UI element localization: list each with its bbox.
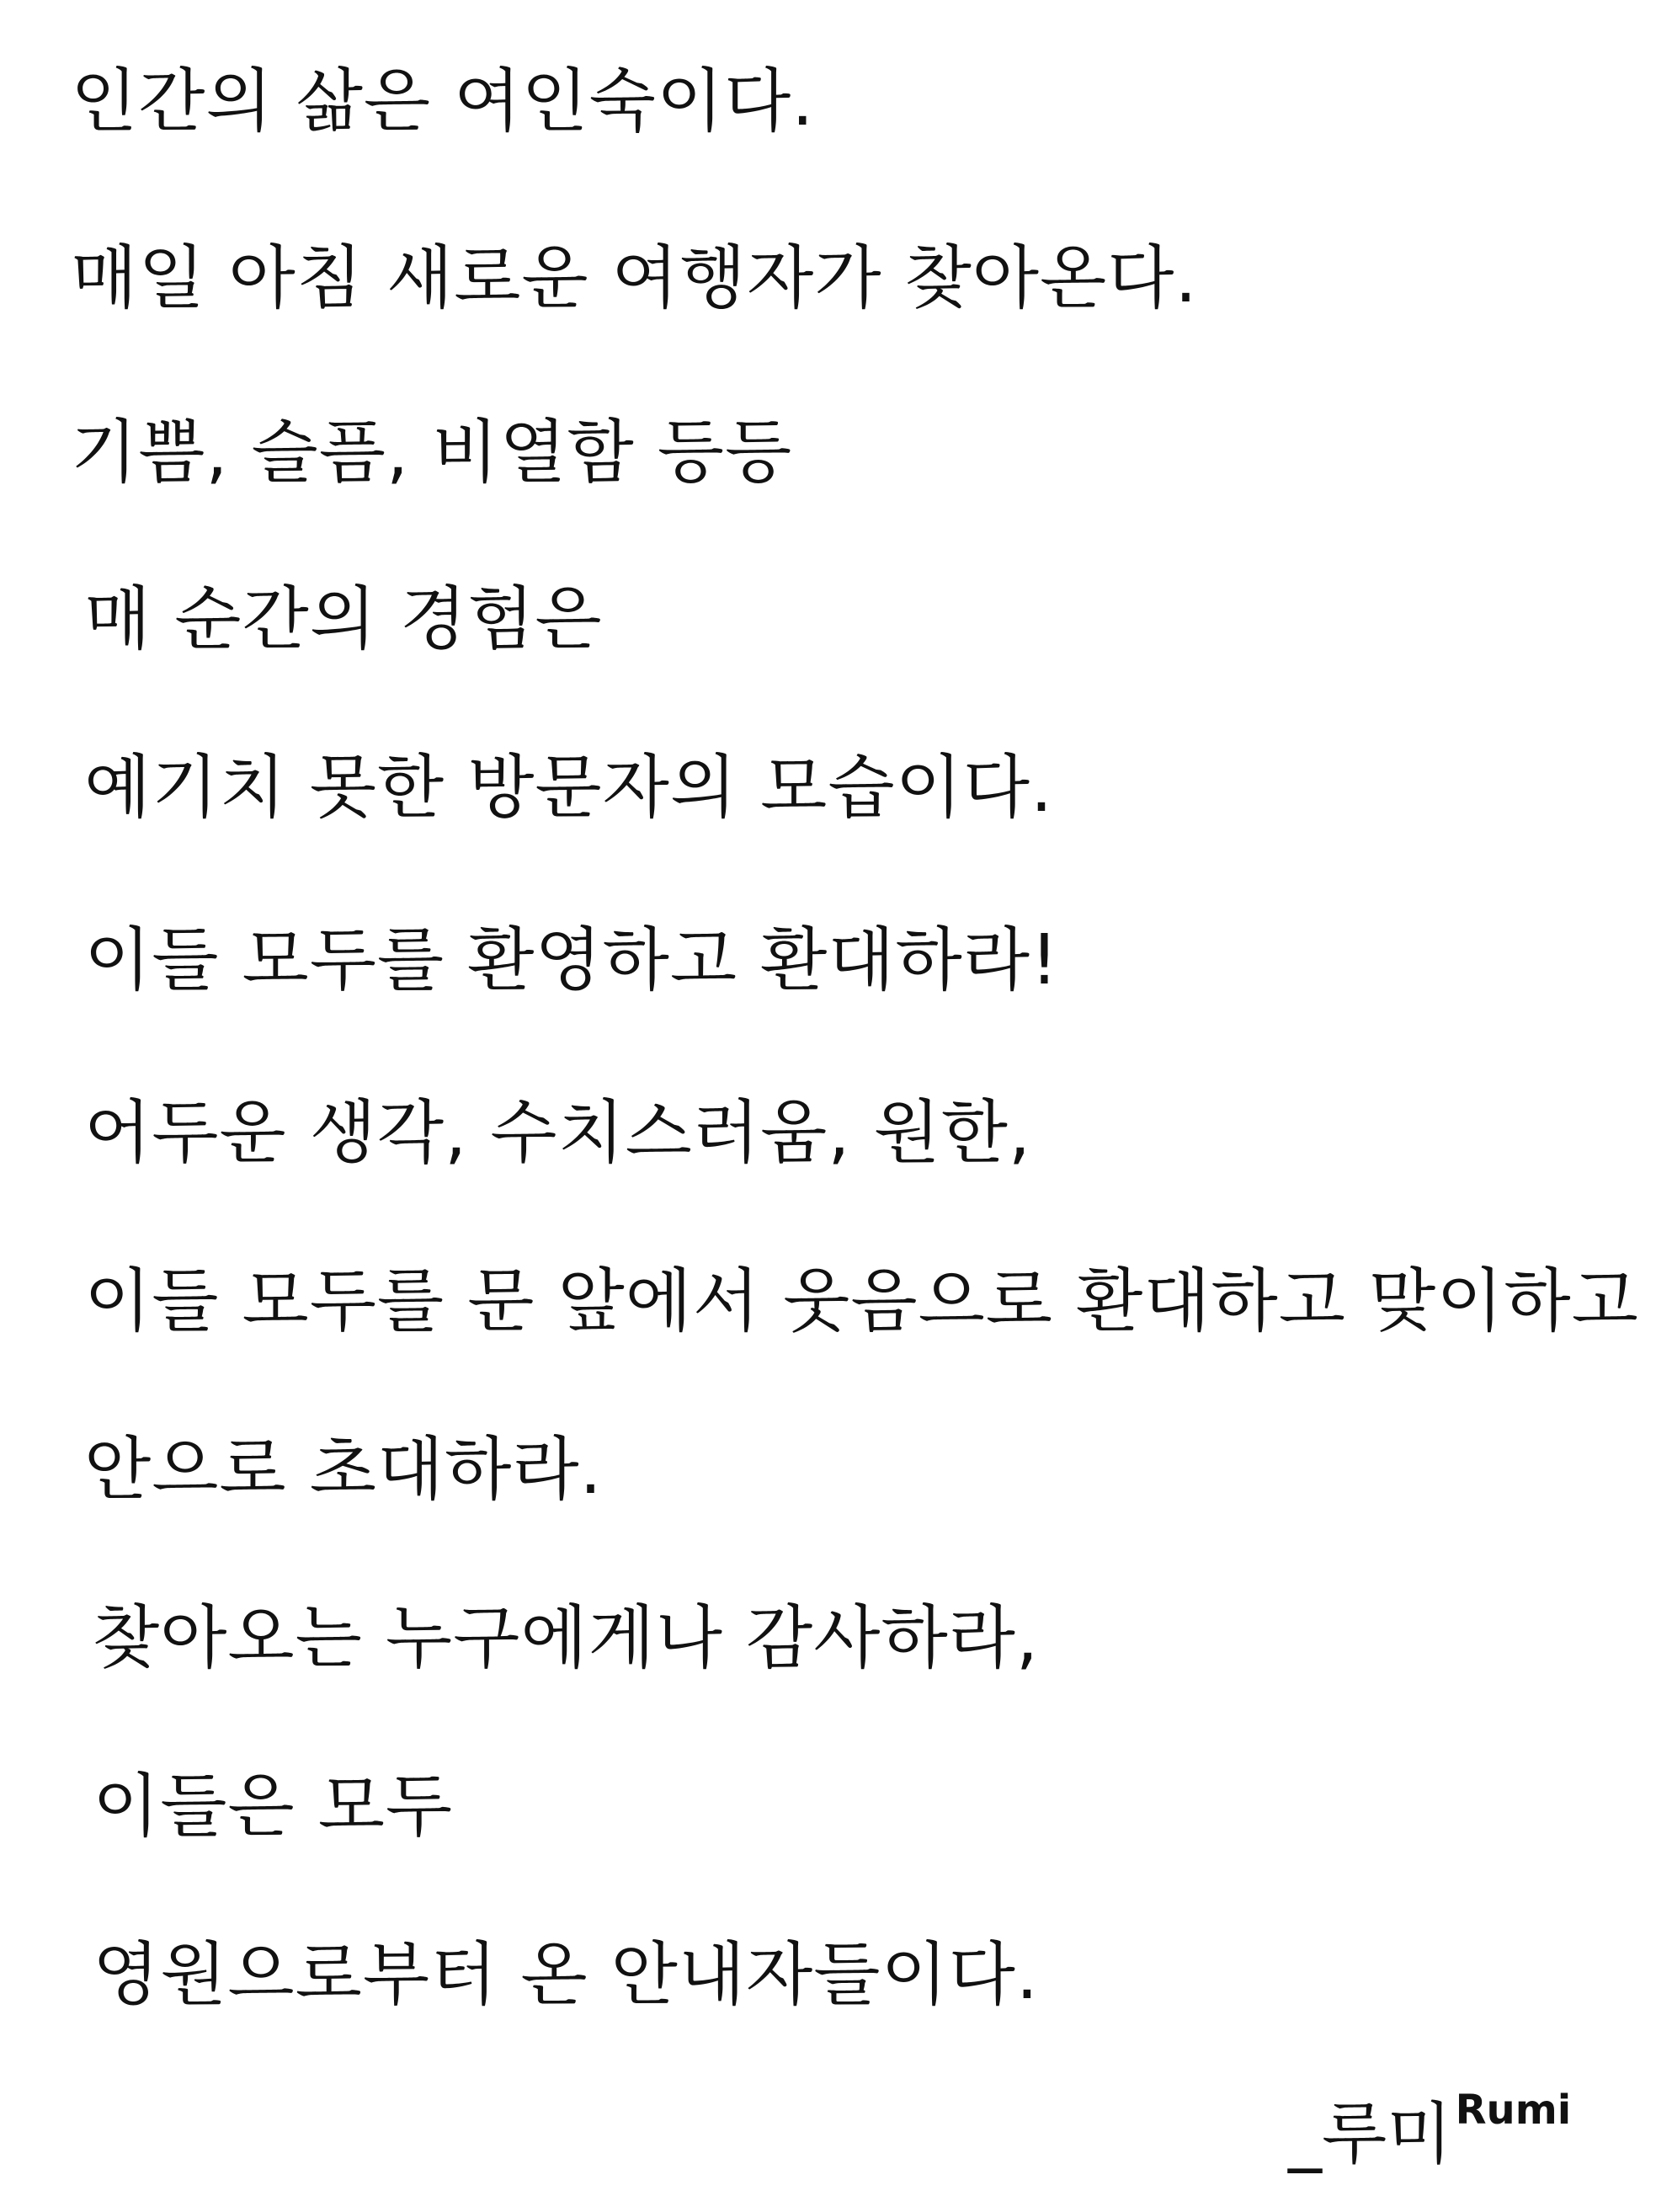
poem-line-9: 안으로 초대하라.	[84, 1430, 603, 1510]
poem-line-8: 이들 모두를 문 앞에서 웃음으로 환대하고 맞이하고	[84, 1261, 1639, 1341]
poem-line-11: 이들은 모두	[93, 1767, 454, 1847]
poem-line-2: 매일 아침 새로운 여행자가 찾아온다.	[71, 238, 1198, 318]
poem-line-3: 기쁨, 슬픔, 비열함 등등	[71, 413, 793, 493]
signature-name: _루미	[1288, 2095, 1452, 2173]
signature	[1288, 2080, 1571, 2177]
poem-line-7: 어두운 생각, 수치스러움, 원한,	[84, 1093, 1031, 1173]
poem-line-5: 예기치 못한 방문자의 모습이다.	[84, 748, 1054, 828]
poem-line-1: 인간의 삶은 여인숙이다.	[71, 61, 815, 141]
poem-line-12: 영원으로부터 온 안내자들이다.	[93, 1935, 1039, 2015]
poem-line-6: 이들 모두를 환영하고 환대하라!	[84, 920, 1059, 1000]
poem-line-10: 찾아오는 누구에게나 감사하라,	[93, 1598, 1039, 1678]
poem-line-4: 매 순간의 경험은	[84, 579, 603, 659]
signature-latin: Rumi	[1455, 2087, 1572, 2134]
